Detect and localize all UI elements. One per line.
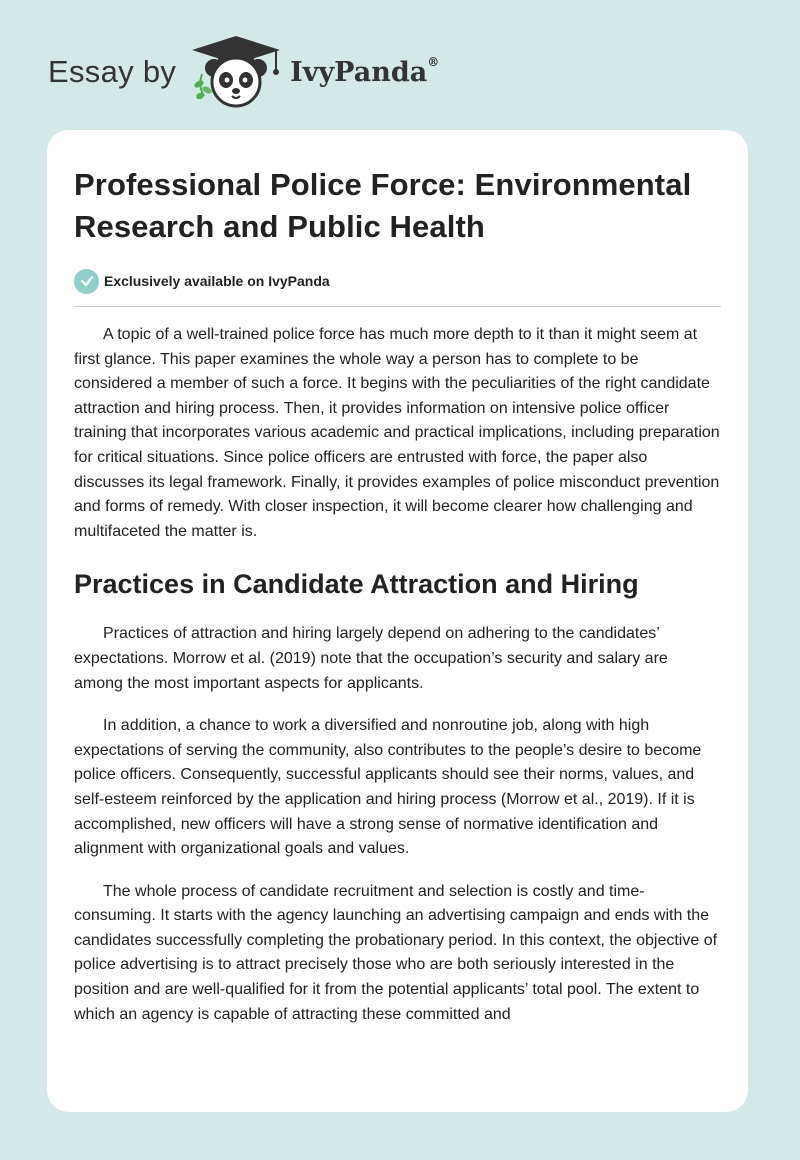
- brand-name: IvyPanda®: [290, 54, 440, 88]
- article-card: [47, 130, 748, 1112]
- checkmark-icon: [74, 269, 99, 294]
- exclusive-label: Exclusively available on IvyPanda: [104, 273, 330, 289]
- ivypanda-logo-icon: [188, 34, 284, 110]
- brand-prefix: Essay by: [48, 54, 177, 89]
- paragraph: In addition, a chance to work a diversified and nonroutine job, along with high expectations of serving the community, also contributes to the people’s desire to become police officers. Consequently, successful applicants should see their norms, values, and self-esteem reinforced by the application and hiring process (Morrow et al., 2019). If it is accomplished, new officers will have a strong sense of normative identification and alignment with organizational goals and values.: [74, 717, 702, 858]
- exclusive-badge: [74, 268, 721, 294]
- brand-header: [48, 34, 439, 110]
- paragraph: The whole process of candidate recruitment and selection is costly and time-consuming. It starts with the agency launching an advertising campaign and ends with the candidates successfully completing the probationary period. In this context, the objective of police advertising is to attract precisely those who are both seriously interested in the position and are well-qualified for it from the potential applicants’ total pool. The extent to which an agency is capable of attracting these committed and: [74, 882, 718, 1023]
- divider: [74, 306, 721, 307]
- article-title: Professional Police Force: Environmental Research and Public Health: [74, 167, 692, 244]
- intro-paragraph: A topic of a well-trained police force has much more depth to it than it might seem at first glance. This paper examines the whole way a person has to complete to be considered a member of such a force. It begins with the peculiarities of the right candidate attraction and hiring process. Then, it provides information on intensive police officer training that incorporates various academic and practical implications, including preparation for critical situations. Since police officers are entrusted with force, the paper also discusses its legal framework. Finally, it provides examples of police misconduct prevention and forms of remedy. With closer inspection, it will become clearer how challenging and multifaceted the matter is.: [74, 326, 720, 540]
- paragraph: Practices of attraction and hiring largely depend on adhering to the candidates’ expectations. Morrow et al. (2019) note that the occupation’s security and salary are among the most important aspects for applicants.: [74, 625, 668, 692]
- section-heading: Practices in Candidate Attraction and Hiring: [74, 569, 639, 600]
